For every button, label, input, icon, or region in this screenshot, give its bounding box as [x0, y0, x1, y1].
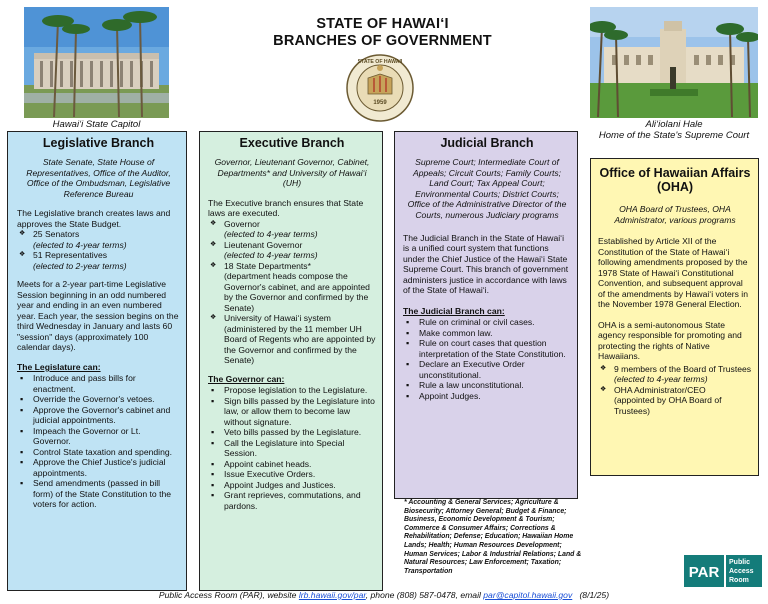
legislative-intro: The Legislative branch creates laws and approves the State Budget.	[17, 208, 171, 229]
member-label: Governor	[224, 218, 260, 229]
judicial-branch-panel	[394, 131, 578, 499]
list-item	[17, 229, 180, 250]
member-note: (department heads compose the Governor's cabinet, and are appointed by the Governor and confirmed by the Senate)	[224, 271, 370, 313]
capitol-caption: Hawai‘i State Capitol	[52, 119, 141, 130]
footer-phone: , phone (808) 587-0478, email	[365, 590, 484, 600]
par-logo	[684, 555, 762, 587]
footer	[0, 590, 768, 601]
aliiolani-hale-caption	[585, 119, 763, 141]
list-item: ▪ Make common law.	[403, 328, 571, 339]
state-seal-icon	[346, 54, 414, 122]
list-item: ▪ Rule a law unconstitutional.	[403, 380, 571, 391]
legislative-session-text: Meets for a 2-year part-time Legislative Session beginning in an odd numbered year and ending in an even numbered year. Each year, the session begins on the third Wednesday in January and lasts 60 "session" days (approximately 100 calendar days).	[17, 279, 179, 353]
list-item: ▪ Approve the Chief Justice's judicial appointments.	[17, 457, 180, 478]
oha-title: Office of Hawaiian Affairs (OHA)	[599, 166, 751, 194]
judicial-title: Judicial Branch	[440, 136, 534, 150]
judicial-powers-list	[403, 317, 571, 401]
list-item	[208, 219, 376, 240]
list-item: ▪ Send amendments (passed in bill form) of the State Constitution to the voters for action.	[17, 478, 180, 510]
judicial-can-heading: The Judicial Branch can:	[403, 305, 505, 316]
list-item: ▪ Impeach the Governor or Lt. Governor.	[17, 426, 180, 447]
par-logo-line1: Public	[729, 559, 751, 566]
list-item: ▪ Approve the Governor's cabinet and judicial appointments.	[17, 405, 180, 426]
seal-ring-text: STATE OF HAWAII	[357, 59, 403, 65]
executive-branch-panel	[199, 131, 383, 591]
list-item: ▪ Sign bills passed by the Legislature into law, or allow them to become law without signature.	[208, 396, 376, 428]
footer-website-link[interactable]: lrb.hawaii.gov/par	[298, 590, 366, 600]
list-item: ▪ Grant reprieves, commutations, and pardons.	[208, 490, 376, 511]
legislative-powers-list	[17, 373, 180, 510]
title-line-2: BRANCHES OF GOVERNMENT	[273, 33, 492, 49]
member-note: (appointed by OHA Board of Trustees)	[614, 395, 722, 416]
par-logo-letters: PAR	[688, 564, 720, 581]
list-item: ▪ Call the Legislature into Special Session.	[208, 438, 376, 459]
member-note: (elected to 4-year terms)	[33, 239, 127, 250]
list-item: ▪ Control State taxation and spending.	[17, 447, 180, 458]
executive-powers-list	[208, 385, 376, 511]
oha-purpose: OHA is a semi-autonomous State agency responsible for promoting and protecting the rights of Native Hawaiians.	[598, 319, 742, 362]
list-item: ▪ Appoint Judges and Justices.	[208, 480, 376, 491]
list-item	[598, 364, 752, 385]
list-item	[208, 261, 376, 314]
legislative-title: Legislative Branch	[42, 136, 155, 150]
footer-email-link[interactable]: par@capitol.hawaii.gov	[483, 590, 573, 600]
list-item: ▪ Appoint cabinet heads.	[208, 459, 376, 470]
list-item	[208, 313, 376, 366]
legislative-subtitle: State Senate, State House of Representatives, Office of the Auditor, Office of the Ombudsman, Legislative Reference Bureau	[26, 157, 171, 199]
list-item: ▪ Appoint Judges.	[403, 391, 571, 402]
judicial-subtitle: Supreme Court; Intermediate Court of Appeals; Circuit Courts; Family Courts; Land Court; Tax Appeal Court; Environmental Courts; District Courts; Office of the Administrative Director of the Courts, numerous Judiciary programs	[407, 157, 567, 220]
member-label: Lieutenant Governor	[224, 239, 303, 250]
member-note: (elected to 2-year terms)	[33, 260, 127, 271]
member-label: 51 Representatives	[33, 250, 108, 261]
oha-members-list	[598, 364, 752, 417]
aliiolani-caption-line1: Ali‘iolani Hale	[645, 119, 703, 130]
list-item	[17, 250, 180, 271]
member-label: University of Hawai‘i system	[224, 313, 331, 324]
list-item: ▪ Declare an Executive Order unconstitutional.	[403, 359, 571, 380]
legislative-branch-panel	[7, 131, 187, 591]
list-item: ▪ Issue Executive Orders.	[208, 469, 376, 480]
par-logo-line2: Access	[729, 568, 754, 575]
page-title	[240, 16, 525, 50]
par-logo-line3: Room	[729, 577, 749, 584]
title-line-1: STATE OF HAWAI‘I	[316, 16, 449, 32]
list-item: ▪ Veto bills passed by the Legislature.	[208, 427, 376, 438]
judicial-intro: The Judicial Branch in the State of Hawai‘i is a unified court system that functions under the Chief Justice of the Hawai‘i State Supreme Court. This branch of government administers justice in accordance with laws of the State of Hawai‘i.	[403, 232, 569, 296]
seal-year-text: 1959	[373, 100, 387, 106]
oha-intro: Established by Article XII of the Constitution of the State of Hawai‘i following amendments proposed by the 1978 State of Hawai‘i Constitutional Convention, and subsequent approval of the amendments by Hawai‘i voters in the November 1978 General Election.	[598, 236, 748, 310]
member-label: 18 State Departments*	[224, 260, 311, 271]
list-item: ▪ Propose legislation to the Legislature.	[208, 385, 376, 396]
member-note: (administered by the 11 member UH Board of Regents who are appointed by the Governor and confirmed by the Senate)	[224, 323, 376, 366]
aliiolani-caption-line2: Home of the State's Supreme Court	[598, 130, 750, 141]
list-item	[208, 240, 376, 261]
member-label: OHA Administrator/CEO	[614, 384, 706, 395]
executive-title: Executive Branch	[239, 136, 345, 150]
footer-prefix: Public Access Room (PAR), website	[158, 590, 299, 600]
member-label: 25 Senators	[33, 229, 80, 240]
aliiolani-hale-photo	[590, 7, 758, 118]
legislative-can-heading: The Legislature can:	[17, 361, 101, 372]
departments-footnote: * Accounting & General Services; Agriculture & Biosecurity; Attorney General; Budget & Finance; Business, Economic Development & Tourism; Commerce & Consumer Affairs; Corrections & Rehabilitation; Defense; Education; Hawaiian Home Lands; Health; Human Resources Development; Human Services; Labor & Industrial Relations; Land & Natural Resources; Law Enforcement; Taxation; Transportation	[404, 499, 582, 575]
member-note: (elected to 4-year terms)	[224, 250, 318, 261]
list-item: ▪ Introduce and pass bills for enactment.	[17, 373, 180, 394]
list-item: ▪ Rule on criminal or civil cases.	[403, 317, 571, 328]
member-label: 9 members of the Board of Trustees	[614, 363, 752, 374]
list-item: ▪ Override the Governor's vetoes.	[17, 394, 180, 405]
footer-date: (8/1/25)	[579, 590, 610, 600]
member-note: (elected to 4-year terms)	[614, 374, 708, 385]
legislative-members-list	[17, 229, 180, 271]
list-item: ▪ Rule on court cases that question interpretation of the State Constitution.	[403, 338, 571, 359]
executive-can-heading: The Governor can:	[208, 373, 285, 384]
executive-subtitle: Governor, Lieutenant Governor, Cabinet, Departments* and University of Hawai‘i (UH)	[214, 157, 370, 189]
capitol-photo	[24, 7, 169, 118]
oha-panel	[590, 158, 759, 476]
member-note: (elected to 4-year terms)	[224, 229, 318, 240]
oha-subtitle: OHA Board of Trustees, OHA Administrator, various programs	[614, 204, 736, 225]
executive-members-list	[208, 219, 376, 366]
executive-intro: The Executive branch ensures that State laws are executed.	[208, 197, 364, 219]
list-item	[598, 385, 752, 417]
